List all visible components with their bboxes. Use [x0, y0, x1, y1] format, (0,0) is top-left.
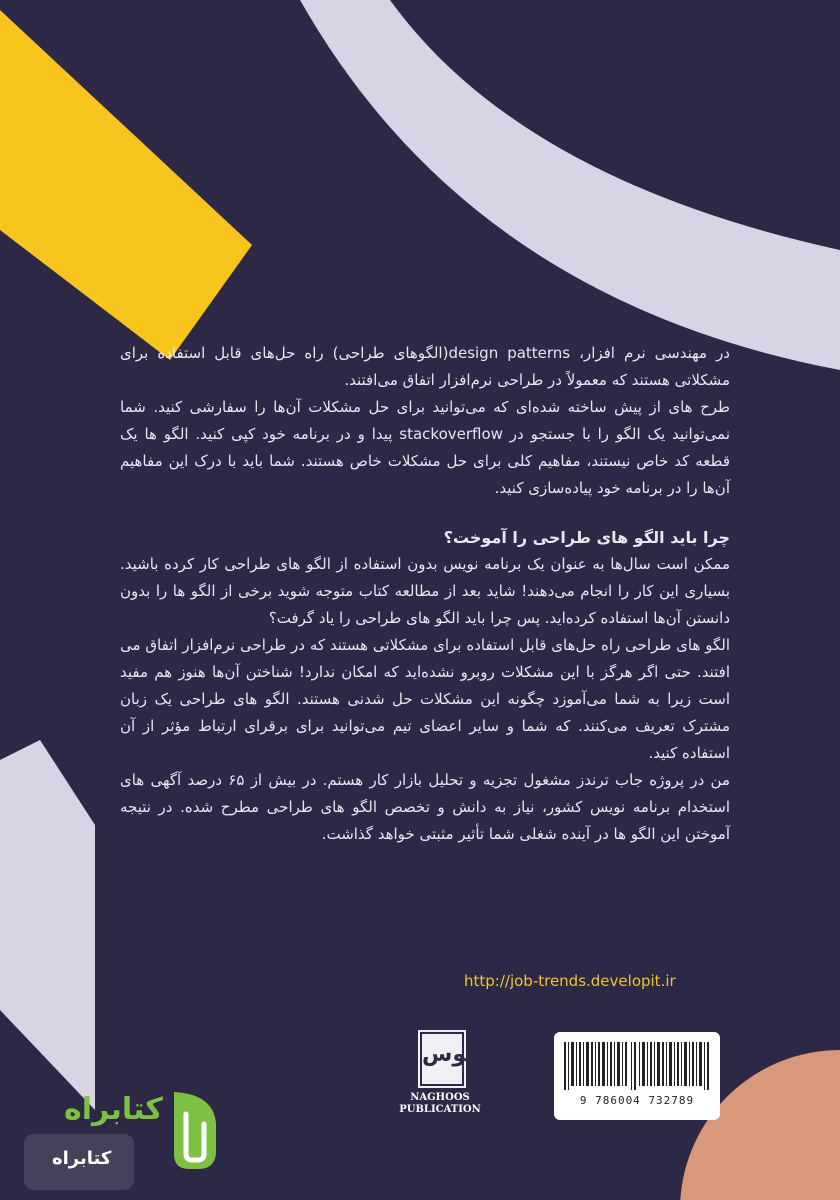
- job-trends-link[interactable]: http://job-trends.developit.ir: [464, 972, 676, 990]
- publisher-name: [377, 1092, 503, 1116]
- section-heading: چرا باید الگو های طراحی را آموخت؟: [443, 528, 730, 547]
- isbn-barcode: [554, 1032, 720, 1120]
- body-paragraph: من در پروژه جاب ترندز مشغول تجزیه و تحلیل بازار کار هستم. در بیش از ۶۵ درصد آگهی های استخدام برنامه نویس کشور، نیاز به دانش و تخصص الگو های طراحی مطرح شده. در نتیجه آموختن این الگو ها در آینده شغلی شما تأثیر مثبتی خواهد گذاشت.: [120, 771, 730, 843]
- intro-paragraph: در مهندسی نرم افزار، design patterns(الگوهای طراحی) راه حل‌های قابل استفاده برای مشکلاتی هستند که معمولاً در طراحی نرم‌افزار اتفاق می‌افتند.: [120, 344, 730, 389]
- description-text: [120, 340, 730, 848]
- naghoos-emblem-icon: [420, 1032, 498, 1086]
- body-paragraph: ممکن است سال‌ها به عنوان یک برنامه نویس بدون استفاده از الگو های طراحی کار کرده باشید. بسیاری این کار را انجام می‌دهند! شاید بعد از مطالعه کتاب متوجه شوید برخی از الگو ها را بدون دانستن آن‌ها استفاده کرده‌اید. پس چرا باید الگو های طراحی را یاد گرفت؟: [120, 555, 730, 627]
- publisher-name-line1: NAGHOOS: [410, 1092, 470, 1103]
- yellow-band-shape: [0, 10, 252, 360]
- publisher-logo: [377, 1028, 503, 1124]
- lavender-arc-shape: [300, 0, 840, 370]
- publisher-name-line2: PUBLICATION: [399, 1104, 481, 1115]
- intro-paragraph-2: طرح های از پیش ساخته شده‌ای که می‌توانید برای حل مشکلات آن‌ها را سفارشی کنید. شما نمی‌توانید یک الگو را با جستجو در stackoverflow پیدا و در برنامه خود کپی کنید. الگو ها یک قطعه کد خاص نیستند، مفاهیم کلی برای حل مشکلات خاص هستند. شما باید با درک این مفاهیم آن‌ها را در برنامه خود پیاده‌سازی کنید.: [120, 398, 730, 497]
- watermark-main-text: کتابراه: [64, 1092, 163, 1127]
- emblem-text: ناقوس: [422, 1042, 498, 1067]
- isbn-digits: 9 786004 732789: [579, 1094, 695, 1107]
- ketabrah-watermark: [24, 1084, 224, 1194]
- lavender-block-shape: [0, 740, 95, 1110]
- body-paragraph: الگو های طراحی راه حل‌های قابل استفاده برای مشکلاتی هستند که در طراحی نرم‌افزار اتفاق می افتند. حتی اگر هرگز با این مشکلات روبرو نشده‌اید که امکان ندارد! شناختن آن‌ها هنوز هم مفید است زیرا به شما می‌آموزد چگونه این مشکلات حل شدنی هستند. الگو های طراحی یک زبان مشترک تعریف می‌کنند. که شما و سایر اعضای تیم می‌توانید برای برقرای ارتباط مؤثر از آن استفاده کنید.: [120, 636, 730, 762]
- watermark-sub-text: کتابراه: [52, 1148, 112, 1169]
- barcode-bars-icon: [564, 1042, 710, 1090]
